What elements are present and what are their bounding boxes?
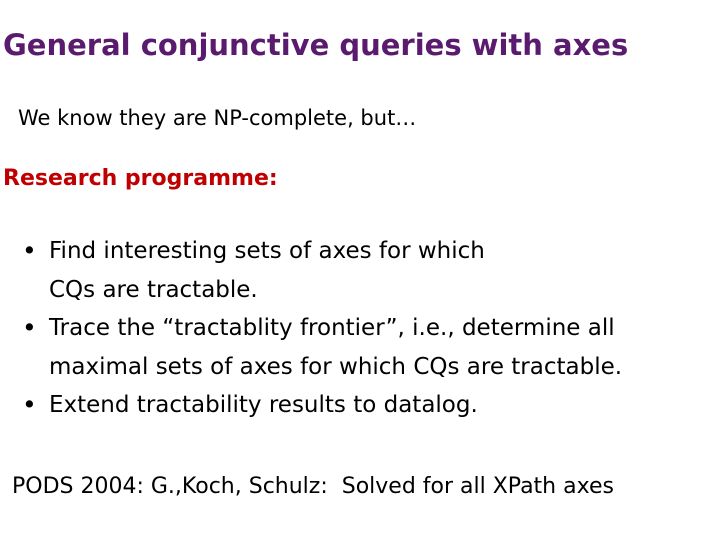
bullet-2-line-2: maximal sets of axes for which CQs are tractable. (49, 353, 623, 380)
bullet-item-3 (22, 386, 622, 425)
bullet-3-line-1: Extend tractability results to datalog. (49, 392, 478, 418)
bullet-1-line-2: CQs are tractable. (49, 276, 258, 303)
bullet-item-2 (22, 309, 622, 386)
bullet-icon: • (22, 313, 37, 342)
bullet-icon: • (22, 390, 37, 419)
research-programme-heading: Research programme: (3, 166, 278, 191)
bullet-text-3 (49, 386, 478, 425)
footer-citation: PODS 2004: G.,Koch, Schulz: Solved for all XPath axes (12, 474, 614, 499)
bullet-text-2 (49, 309, 622, 386)
bullet-text-1 (49, 232, 485, 309)
intro-text: We know they are NP-complete, but… (18, 106, 417, 130)
research-bullet-list (22, 232, 622, 425)
bullet-item-1 (22, 232, 622, 309)
bullet-1-line-1: Find interesting sets of axes for which (49, 238, 485, 264)
bullet-2-line-1: Trace the “tractablity frontier”, i.e., determine all (49, 315, 615, 341)
bullet-icon: • (22, 236, 37, 265)
slide-title: General conjunctive queries with axes (3, 28, 629, 62)
